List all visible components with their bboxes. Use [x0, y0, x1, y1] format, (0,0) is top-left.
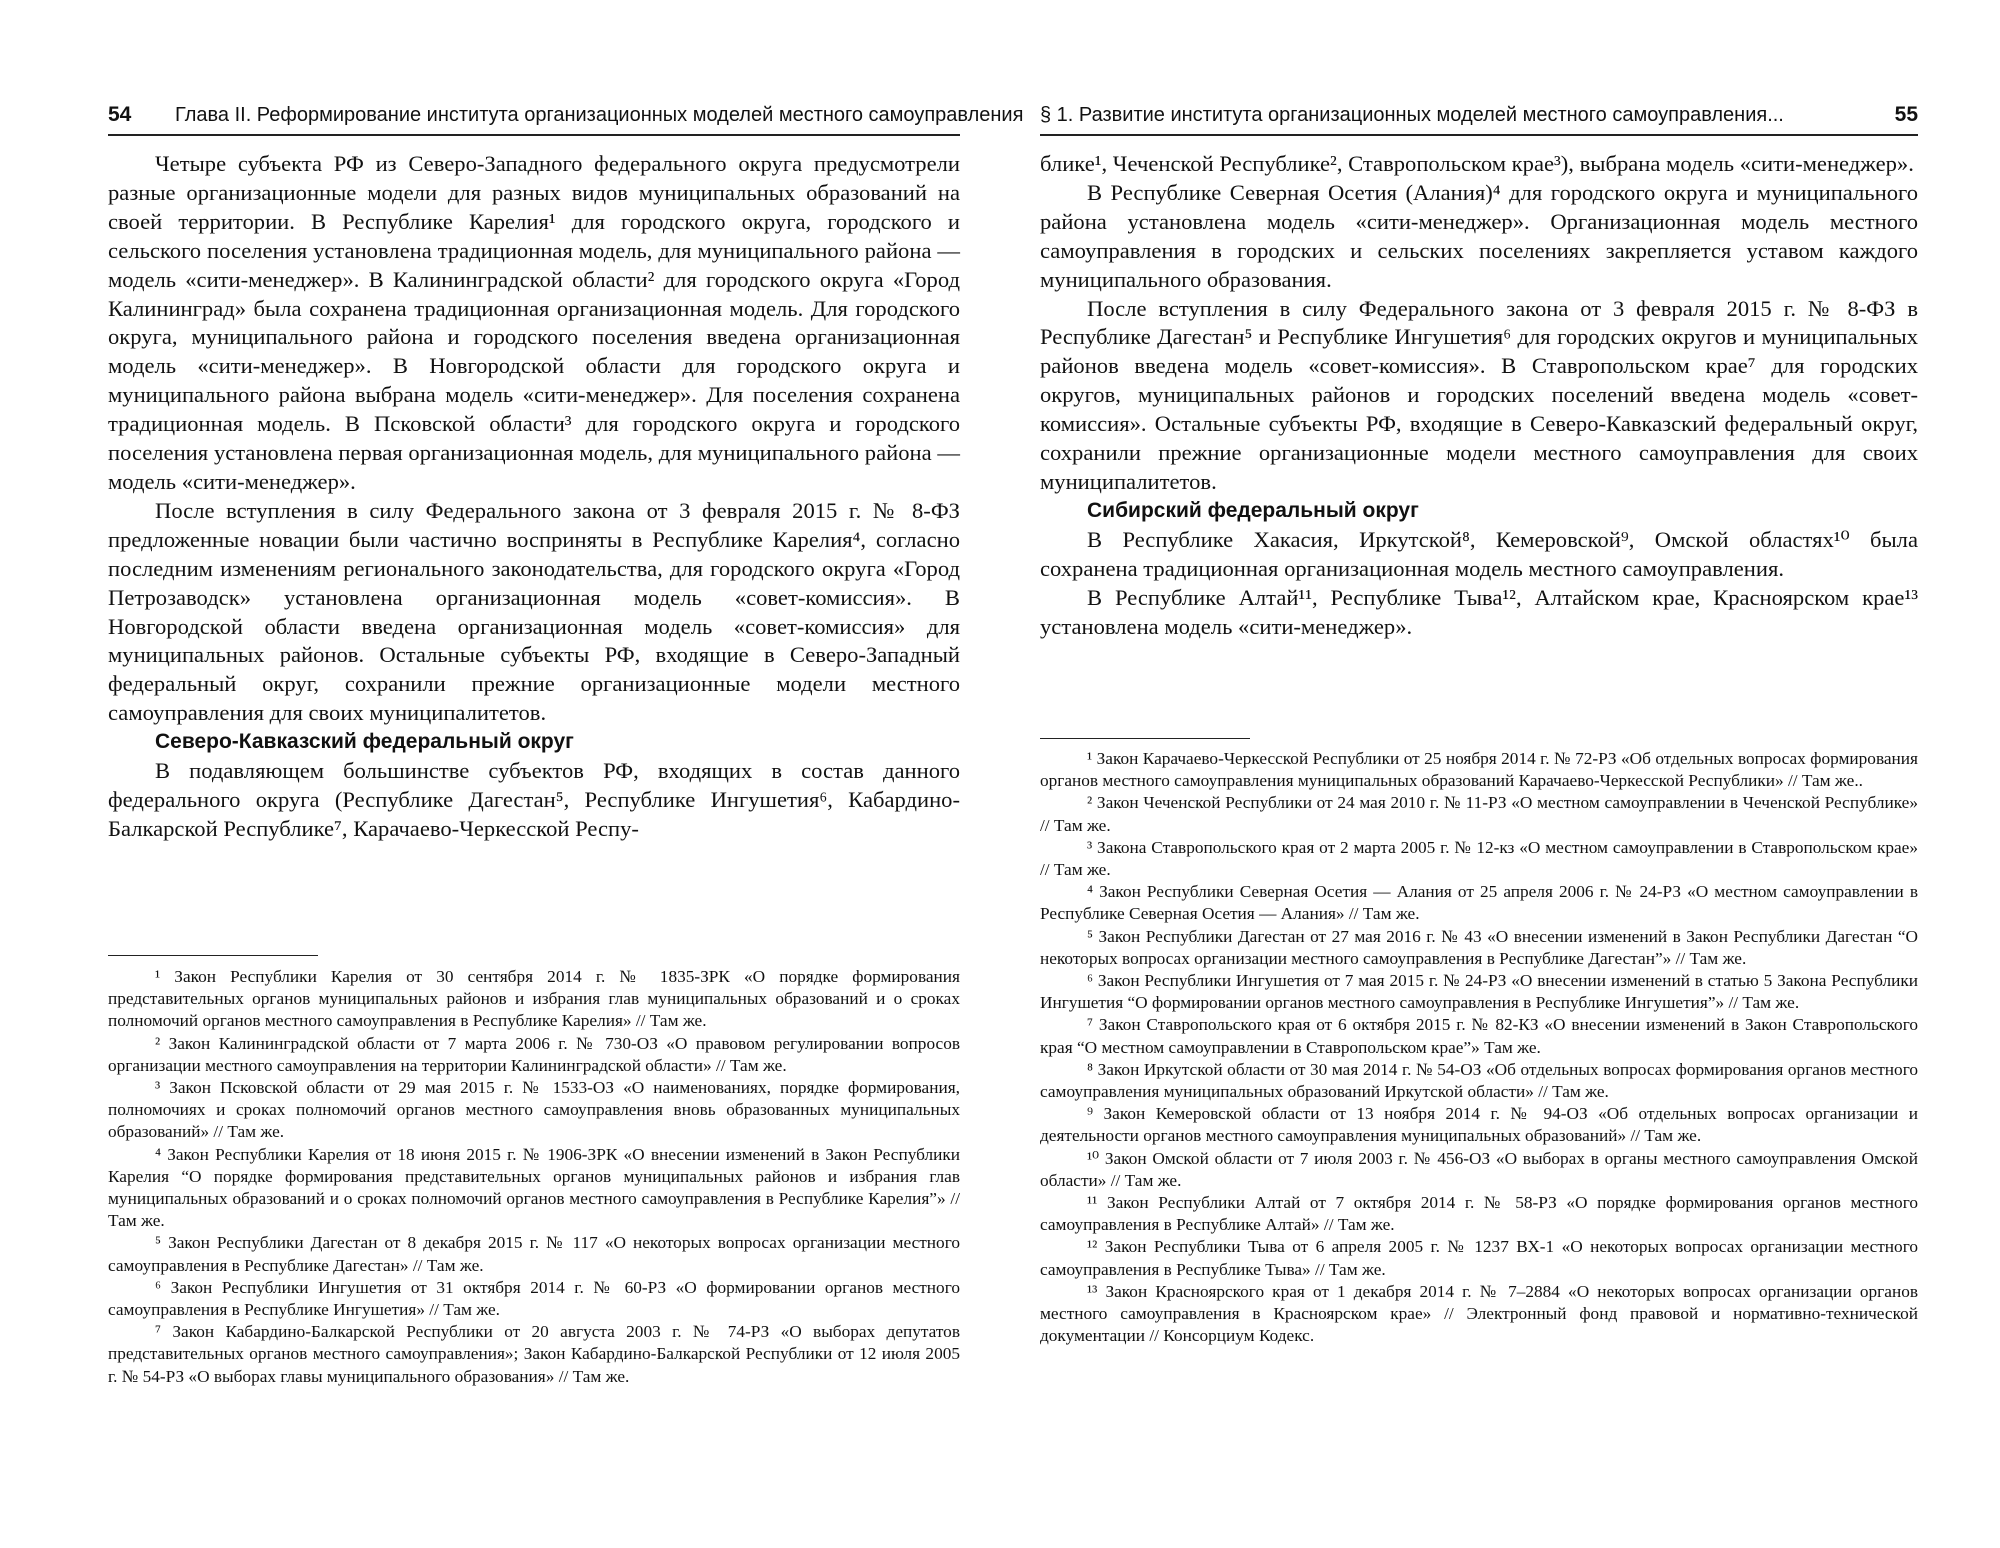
footnote: ³ Закон Псковской области от 29 мая 2015 г. № 1533-ОЗ «О наименованиях, порядке формирования, полномочиях и сроках полномочий органов местного самоуправления вновь образованных муниципальных образований» // Там же. [108, 1078, 960, 1142]
right-footnote-rule [1040, 738, 1250, 739]
footnote: ⁵ Закон Республики Дагестан от 8 декабря 2015 г. № 117 «О некоторых вопросах организации местного самоуправления в Республике Дагестан» // Там же. [108, 1233, 960, 1275]
footnote: ⁶ Закон Республики Ингушетия от 7 мая 2015 г. № 24-РЗ «О внесении изменений в статью 5 Закона Республики Ингушетия “О формировании органов местного самоуправления в Республике Ингушетия”» // Там же. [1040, 971, 1918, 1013]
footnote: ² Закон Чеченской Республики от 24 мая 2010 г. № 11-РЗ «О местном самоуправлении в Чеченской Республике» // Там же. [1040, 793, 1918, 835]
footnote: ⁷ Закон Кабардино-Балкарской Республики от 20 августа 2003 г. № 74-РЗ «О выборах депутатов представительных органов местного самоуправления»; Закон Кабардино-Балкарской Республики от 12 июля 2005 г. № 54-РЗ «О выборах главы муниципального образования» // Там же. [108, 1322, 960, 1386]
footnote: ¹¹ Закон Республики Алтай от 7 октября 2014 г. № 58-РЗ «О порядке формирования органов местного самоуправления в Республике Алтай» // Там же. [1040, 1193, 1918, 1235]
right-header-rule [1040, 134, 1918, 136]
left-paragraph-2: После вступления в силу Федерального закона от 3 февраля 2015 г. № 8-ФЗ предложенные новации были частично восприняты в Республике Карелия⁴, согласно последним изменениям регионального законодательства, для городского округа «Город Петрозаводск» установлена организационная модель «совет-комиссия». В Новгородской области введена организационная модель «совет-комиссия» для муниципальных районов. Остальные субъекты РФ, входящие в Северо-Западный федеральный округ, сохранили прежние организационные модели местного самоуправления для своих муниципалитетов. [108, 497, 960, 726]
footnote: ³ Закона Ставропольского края от 2 марта 2005 г. № 12-кз «О местном самоуправлении в Ставропольском крае» // Там же. [1040, 837, 1918, 880]
right-page [1040, 0, 1940, 1548]
left-running-header [60, 102, 1024, 134]
right-section-heading: Сибирский федеральный округ [1087, 498, 1419, 522]
right-page-number: 55 [1894, 103, 1918, 126]
footnote: ¹ Закон Карачаево-Черкесской Республики от 25 ноября 2014 г. № 72-РЗ «Об отдельных вопросах формирования органов местного самоуправления муниципальных образований Карачаево-Черкесской Республики» // Там же.. [1040, 749, 1918, 791]
footnote: ¹ Закон Республики Карелия от 30 сентября 2014 г. № 1835-ЗРК «О порядке формирования представительных органов муниципальных районов и избрания глав муниципальных образований и о сроках полномочий органов местного самоуправления в Республике Карелия» // Там же. [108, 967, 960, 1031]
footnote: ⁴ Закон Республики Карелия от 18 июня 2015 г. № 1906-ЗРК «О внесении изменений в Закон Республики Карелия “О порядке формирования представительных органов муниципальных районов и избрания глав муниципальных образований и о сроках полномочий органов местного самоуправления в Республике Карелия”» // Там же. [108, 1144, 960, 1231]
footnote: ¹⁰ Закон Омской области от 7 июля 2003 г. № 456-ОЗ «О выборах в органы местного самоуправления Омской области» // Там же. [1040, 1148, 1918, 1190]
footnote: ² Закон Калининградской области от 7 марта 2006 г. № 730-ОЗ «О правовом регулировании вопросов организации местного самоуправления на территории Калининградской области» // Там же. [108, 1033, 960, 1075]
left-header-rule [108, 134, 960, 136]
left-footnotes [108, 966, 960, 1388]
right-paragraph-2: После вступления в силу Федерального закона от 3 февраля 2015 г. № 8-ФЗ в Республике Дагестан⁵ и Республике Ингушетия⁶ для городских округов и муниципальных районов введена модель «совет-комиссия». В Ставропольском крае⁷ для городских округов, муниципальных районов и городских поселений введена модель «совет-комиссия». Остальные субъекты РФ, входящие в Северо-Кавказский федеральный округ, сохранили прежние организационные модели местного самоуправления для своих муниципалитетов. [1040, 295, 1918, 494]
footnote: ⁸ Закон Иркутской области от 30 мая 2014 г. № 54-ОЗ «Об отдельных вопросах формирования органов местного самоуправления муниципальных образований Иркутской области» // Там же. [1040, 1059, 1918, 1102]
footnote: ¹² Закон Республики Тыва от 6 апреля 2005 г. № 1237 ВХ-1 «О некоторых вопросах организации местного самоуправления в Республике Тыва» // Там же. [1040, 1237, 1918, 1279]
footnote: ⁵ Закон Республики Дагестан от 27 мая 2016 г. № 43 «О внесении изменений в Закон Республики Дагестан “О некоторых вопросах организации местного самоуправления в Республике Дагестан”» // Там же. [1040, 926, 1918, 968]
left-footnote-rule [108, 955, 318, 956]
right-running-head-title: § 1. Развитие института организационных моделей местного самоуправления... [1040, 104, 1784, 126]
footnote: ⁷ Закон Ставропольского края от 6 октября 2015 г. № 82-КЗ «О внесении изменений в Закон Ставропольского края “О местном самоуправлении в Ставропольском крае”» Там же. [1040, 1015, 1918, 1057]
footnote: ¹³ Закон Красноярского края от 1 декабря 2014 г. № 7–2884 «О некоторых вопросах организации органов местного самоуправления в Красноярском крае» // Электронный фонд правовой и нормативно-технической документации // Консорциум Кодекс. [1040, 1281, 1918, 1346]
right-body-text [1040, 150, 1918, 641]
right-paragraph-4: В Республике Алтай¹¹, Республике Тыва¹², Алтайском крае, Красноярском крае¹³ установлена модель «сити-менеджер». [1040, 584, 1918, 639]
footnote: ⁹ Закон Кемеровской области от 13 ноября 2014 г. № 94-ОЗ «Об отдельных вопросах организации и деятельности органов местного самоуправления муниципальных образований» // Там же. [1040, 1104, 1918, 1146]
footnote: ⁶ Закон Республики Ингушетия от 31 октября 2014 г. № 60-РЗ «О формировании органов местного самоуправления в Республике Ингушетия» // Там же. [108, 1277, 960, 1320]
left-body-text [108, 150, 960, 844]
left-running-head-title: Глава II. Реформирование института организационных моделей местного самоуправления [175, 104, 1024, 126]
left-section-heading: Северо-Кавказский федеральный округ [155, 730, 574, 754]
right-running-header [1040, 102, 1940, 134]
left-paragraph-3: В подавляющем большинстве субъектов РФ, входящих в состав данного федерального округа (Республике Дагестан⁵, Республике Ингушетия⁶, Кабардино-Балкарской Республике⁷, Карачаево-Черкесской Респу- [108, 758, 960, 841]
right-paragraph-continued: блике¹, Чеченской Республике², Ставропольском крае³), выбрана модель «сити-менеджер». [1040, 151, 1914, 176]
footnote: ⁴ Закон Республики Северная Осетия — Алания от 25 апреля 2006 г. № 24-РЗ «О местном самоуправлении в Республике Северная Осетия — Алания» // Там же. [1040, 882, 1918, 924]
left-page [60, 0, 1024, 1548]
right-paragraph-1: В Республике Северная Осетия (Алания)⁴ для городского округа и муниципального района установлена модель «сити-менеджер». Организационная модель местного самоуправления в городских и сельских поселениях закрепляется уставом каждого муниципального образования. [1040, 179, 1918, 292]
right-footnotes [1040, 748, 1918, 1347]
right-paragraph-3: В Республике Хакасия, Иркутской⁸, Кемеровской⁹, Омской областях¹⁰ была сохранена традиционная организационная модель местного самоуправления. [1040, 526, 1918, 581]
left-page-number: 54 [108, 103, 132, 126]
left-paragraph-1: Четыре субъекта РФ из Северо-Западного федерального округа предусмотрели разные организационные модели для разных видов муниципальных образований на своей территории. В Республике Карелия¹ для городского округа, городского и сельского поселения установлена традиционная модель, для муниципального района — модель «сити-менеджер». В Калининградской области² для городского округа «Город Калининград» была сохранена традиционная организационная модель. Для городского округа, муниципального района и городского поселения введена организационная модель «сити-менеджер». В Новгородской области для городского округа и муниципального района выбрана модель «сити-менеджер». Для поселения сохранена традиционная модель. В Псковской области³ для городского округа и городского поселения установлена первая организационная модель, для муниципального района — модель «сити-менеджер». [108, 151, 960, 494]
